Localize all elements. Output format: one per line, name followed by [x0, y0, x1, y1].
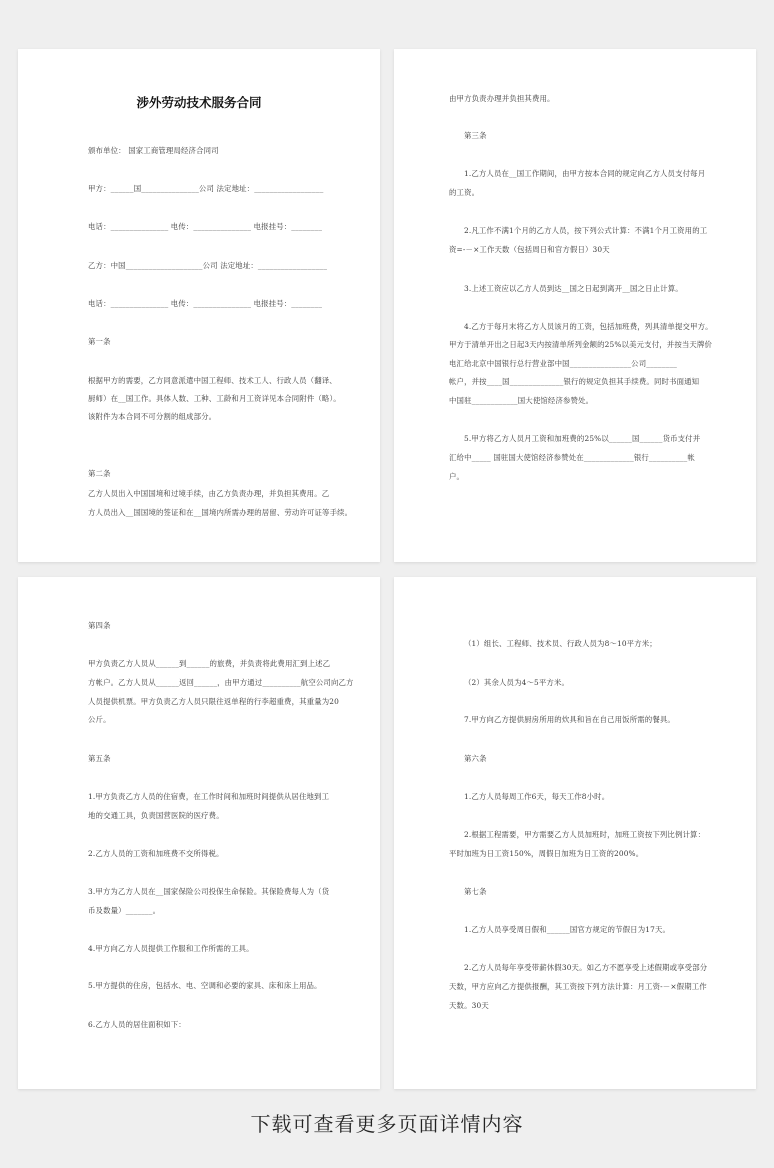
section-heading: 第一条 [88, 337, 111, 346]
text-line: 甲方于清单开出之日起3天内按清单所列金额的25%以美元支付，并按当天牌价 [449, 340, 713, 349]
text-line: （1）组长、工程师、技术员、行政人员为8～10平方米； [464, 639, 657, 648]
text-line: 3.甲方为乙方人员在__国家保险公司投保生命保险。其保险费每人为（货 [88, 887, 330, 896]
text-line: 的工资。 [449, 188, 480, 197]
text-line: 乙方：中国____________________公司 法定地址：__________________ [88, 261, 328, 270]
text-line: 甲方：______国_______________公司 法定地址：__________________ [88, 184, 324, 193]
text-line: 汇给中_____ 国驻国大使馆经济参赞处在_____________银行__________帐 [449, 453, 695, 462]
text-line: 币及数量）_______。 [88, 906, 161, 915]
document-page-1 [18, 49, 380, 562]
text-line: 中国驻____________国大使馆经济参赞处。 [449, 396, 594, 405]
text-line: 3.上述工资应以乙方人员到达__国之日起到离开__国之日止计算。 [464, 284, 683, 293]
text-line: 2.乙方人员每年享受带薪休假30天。如乙方不愿享受上述假期或享受部分 [464, 963, 708, 972]
text-line: 2.凡工作不满1个月的乙方人员，按下列公式计算：不满1个月工资用的工 [464, 226, 708, 235]
contract-title: 涉外劳动技术服务合同 [136, 95, 262, 110]
text-line: 该附件为本合同不可分割的组成部分。 [88, 412, 217, 421]
text-line: 资=-－×工作天数（包括周日和官方假日）30天 [449, 245, 610, 254]
document-page-2 [394, 49, 756, 562]
text-line: 4.乙方于每月末将乙方人员该月的工资，包括加班费，列具清单提交甲方。 [464, 322, 713, 331]
text-line: 2.乙方人员的工资和加班费不交所得税。 [88, 849, 224, 858]
download-more-pages-caption: 下载可查看更多页面详情内容 [250, 1112, 524, 1136]
section-heading: 第二条 [88, 469, 111, 478]
text-line: 由甲方负责办理并负担其费用。 [449, 94, 555, 103]
text-line: 5.甲方提供的住房，包括水、电、空调和必要的家具、床和床上用品。 [88, 981, 322, 990]
text-line: 乙方人员出入中国国境和过境手续，由乙方负责办理，并负担其费用。乙 [88, 489, 330, 498]
text-line: 人员提供机票。甲方负责乙方人员只限往返单程的行李超重费，其重量为20 [88, 697, 340, 706]
document-page-3 [18, 577, 380, 1089]
text-line: 5.甲方将乙方人员月工资和加班费的25%以______国______货币支付并 [464, 434, 701, 443]
text-line: 电汇给北京中国银行总行营业部中国________________公司________ [449, 359, 678, 368]
text-line: 电话：_______________ 电传：_______________ 电报挂号：________ [88, 299, 323, 308]
section-heading: 第四条 [88, 621, 111, 630]
text-line: 2.根据工程需要，甲方需要乙方人员加班时，加班工资按下列比例计算： [464, 830, 706, 839]
document-page-4 [394, 577, 756, 1089]
text-line: 公斤。 [88, 715, 111, 724]
text-line: 甲方负责乙方人员从______到______的旅费，并负责将此费用汇到上述乙 [88, 659, 331, 668]
text-line: 厨师）在__国工作。具体人数、工种、工龄和月工资详见本合同附件（略）。 [88, 394, 341, 403]
text-line: 方人员出入__国国境的签证和在__国境内所需办理的居留、劳动许可证等手续。 [88, 508, 353, 517]
text-line: 7.甲方向乙方提供厨房所用的炊具和旨在自己用饭所需的餐具。 [464, 715, 675, 724]
text-line: 1.乙方人员享受周日假和______国官方规定的节假日为17天。 [464, 925, 671, 934]
text-line: 方帐户。乙方人员从______返回______，由甲方通过__________航空公司向乙方 [88, 678, 354, 687]
text-line: 天数。30天 [449, 1001, 489, 1010]
text-line: 帐户，并按____国______________银行的规定负担其手续费。同时书面通知 [449, 377, 700, 386]
section-heading: 第三条 [464, 131, 487, 140]
text-line: 颁布单位： 国家工商管理局经济合同司 [88, 146, 219, 155]
text-line: 地的交通工具，负责国营医院的医疗费。 [88, 811, 224, 820]
section-heading: 第六条 [464, 754, 487, 763]
text-line: 根据甲方的需要，乙方同意派遣中国工程师、技术工人、行政人员（翻译、 [88, 376, 337, 385]
text-line: （2）其余人员为4～5平方米。 [464, 678, 570, 687]
section-heading: 第五条 [88, 754, 111, 763]
text-line: 天数，甲方应向乙方提供报酬，其工资按下列方法计算：月工资-－×假期工作 [449, 982, 707, 991]
text-line: 1.乙方人员每周工作6天，每天工作8小时。 [464, 792, 610, 801]
section-heading: 第七条 [464, 887, 487, 896]
text-line: 平时加班为日工资150%，周假日加班为日工资的200%。 [449, 849, 644, 858]
text-line: 电话：_______________ 电传：_______________ 电报挂号：________ [88, 222, 323, 231]
text-line: 1.乙方人员在__国工作期间，由甲方按本合同的规定向乙方人员支付每月 [464, 169, 706, 178]
text-line: 6.乙方人员的居住面积如下： [88, 1020, 186, 1029]
text-line: 1.甲方负责乙方人员的住宿费，在工作时间和加班时间提供从居住地到工 [88, 792, 330, 801]
text-line: 户。 [449, 472, 465, 481]
text-line: 4.甲方向乙方人员提供工作服和工作所需的工具。 [88, 944, 254, 953]
